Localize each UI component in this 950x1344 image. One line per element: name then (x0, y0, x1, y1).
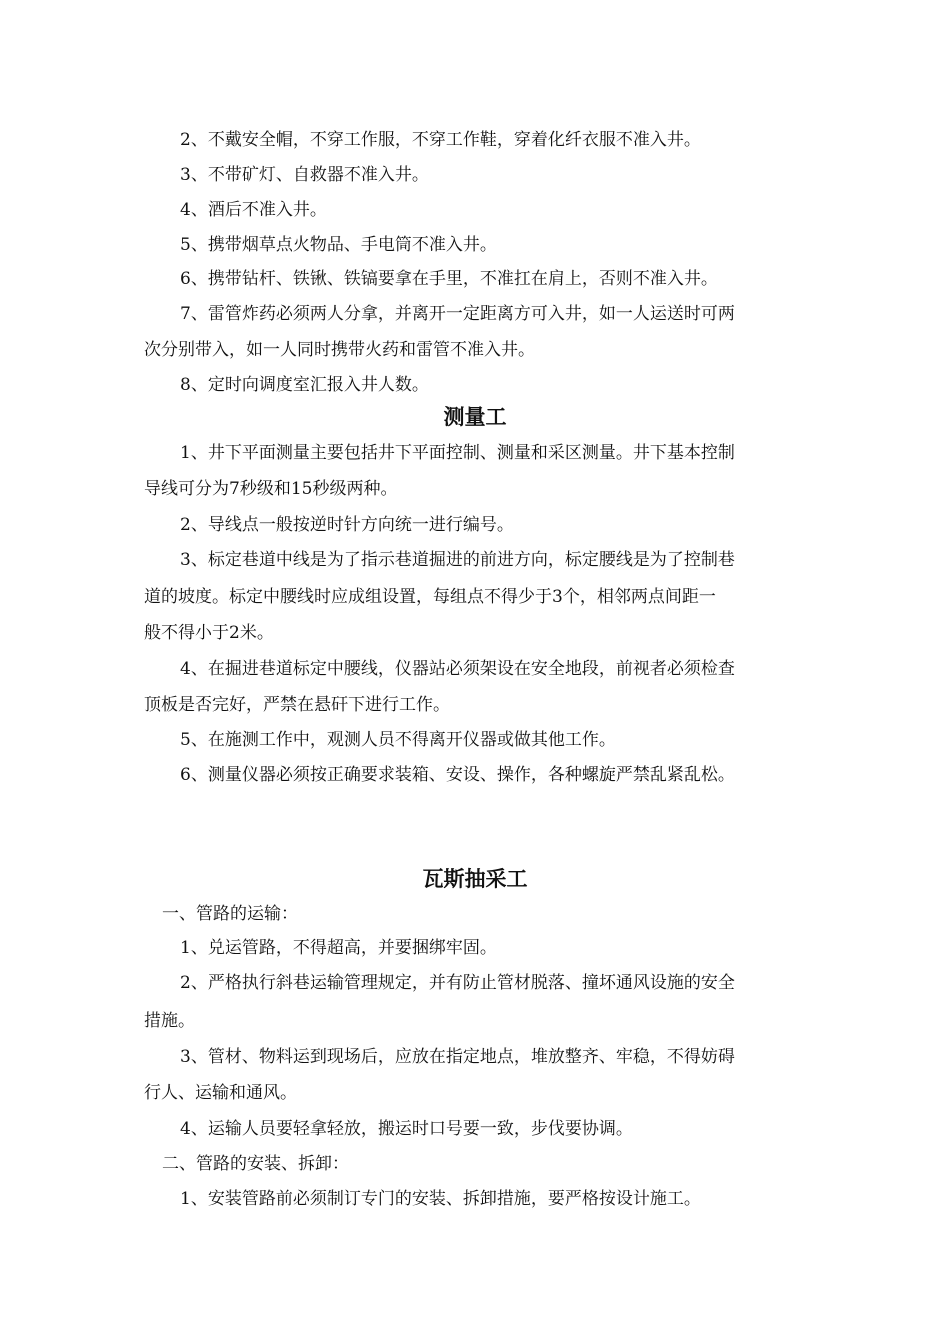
paragraph-line: 3、标定巷道中线是为了指示巷道掘进的前进方向，标定腰线是为了控制巷 (180, 550, 735, 570)
paragraph-line: 2、不戴安全帽，不穿工作服，不穿工作鞋，穿着化纤衣服不准入井。 (180, 130, 701, 150)
paragraph-line: 二、管路的安装、拆卸： (162, 1154, 349, 1174)
paragraph-line: 次分别带入，如一人同时携带火药和雷管不准入井。 (144, 340, 535, 360)
paragraph-line: 2、严格执行斜巷运输管理规定，并有防止管材脱落、撞坏通风设施的安全 (180, 973, 735, 993)
paragraph-line: 顶板是否完好，严禁在悬矸下进行工作。 (144, 695, 450, 715)
paragraph-line: 1、井下平面测量主要包括井下平面控制、测量和采区测量。井下基本控制 (180, 443, 735, 463)
paragraph-line: 4、在掘进巷道标定中腰线，仪器站必须架设在安全地段，前视者必须检查 (180, 659, 735, 679)
paragraph-line: 1、安装管路前必须制订专门的安装、拆卸措施，要严格按设计施工。 (180, 1189, 701, 1209)
paragraph-line: 5、携带烟草点火物品、手电筒不准入井。 (180, 235, 497, 255)
paragraph-line: 导线可分为7秒级和15秒级两种。 (144, 479, 398, 499)
paragraph-line: 7、雷管炸药必须两人分拿，并离开一定距离方可入井，如一人运送时可两 (180, 304, 735, 324)
paragraph-line: 行人、运输和通风。 (144, 1083, 297, 1103)
section-title: 测量工 (443, 405, 507, 429)
paragraph-line: 6、测量仪器必须按正确要求装箱、安设、操作，各种螺旋严禁乱紧乱松。 (180, 765, 735, 785)
paragraph-line: 4、酒后不准入井。 (180, 200, 327, 220)
paragraph-line: 般不得小于2米。 (144, 623, 274, 643)
paragraph-line: 3、管材、物料运到现场后，应放在指定地点，堆放整齐、牢稳，不得妨碍 (180, 1047, 735, 1067)
paragraph-line: 6、携带钻杆、铁锹、铁镐要拿在手里，不准扛在肩上，否则不准入井。 (180, 269, 718, 289)
paragraph-line: 1、兑运管路，不得超高，并要捆绑牢固。 (180, 938, 497, 958)
paragraph-line: 5、在施测工作中，观测人员不得离开仪器或做其他工作。 (180, 730, 616, 750)
paragraph-line: 措施。 (144, 1011, 195, 1031)
section-title: 瓦斯抽采工 (422, 867, 528, 891)
paragraph-line: 2、导线点一般按逆时针方向统一进行编号。 (180, 515, 514, 535)
paragraph-line: 4、运输人员要轻拿轻放，搬运时口号要一致，步伐要协调。 (180, 1119, 633, 1139)
paragraph-line: 道的坡度。标定中腰线时应成组设置，每组点不得少于3个，相邻两点间距一 (144, 587, 716, 607)
paragraph-line: 一、管路的运输： (162, 904, 298, 924)
paragraph-line: 8、定时向调度室汇报入井人数。 (180, 375, 429, 395)
paragraph-line: 3、不带矿灯、自救器不准入井。 (180, 165, 429, 185)
